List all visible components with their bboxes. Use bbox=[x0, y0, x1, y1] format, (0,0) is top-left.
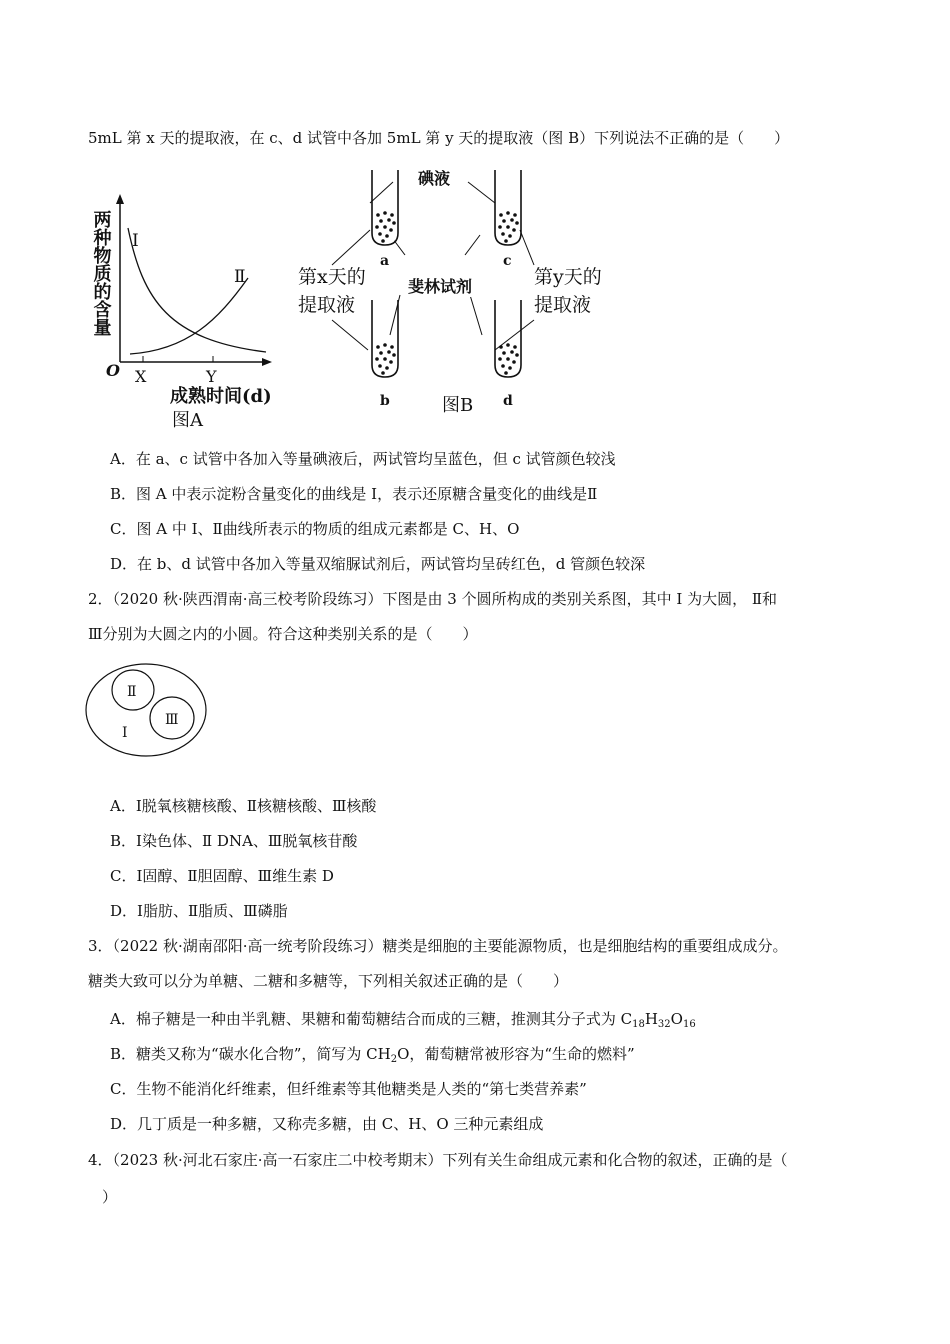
tube-a bbox=[372, 170, 398, 245]
figa-curve-2-label: Ⅱ bbox=[234, 267, 246, 287]
q2-stem-line-2: Ⅲ分别为大圆之内的小圆。符合这种类别关系的是（ ） bbox=[88, 625, 478, 643]
q4-stem-line-1: 4．（2023 秋·河北石家庄·高一石家庄二中校考期末）下列有关生命组成元素和化合物的叙述，正确的是（ bbox=[88, 1151, 788, 1169]
figa-x-label: 成熟时间(d) bbox=[170, 386, 272, 407]
figb-right-label-1: 第y天的 bbox=[534, 266, 602, 288]
figb-fehling-label: 斐林试剂 bbox=[408, 277, 473, 296]
intro-line: 5mL 第 x 天的提取液，在 c、d 试管中各加 5mL 第 y 天的提取液（图 B）下列说法不正确的是（ ） bbox=[88, 129, 790, 147]
figb-tube-d-label: d bbox=[503, 393, 513, 409]
figa-curve-1 bbox=[128, 228, 266, 352]
q2-option-b: B．Ⅰ染色体、Ⅱ DNA、Ⅲ脱氧核苷酸 bbox=[110, 832, 358, 850]
q3-option-a: A．棉子糖是一种由半乳糖、果糖和葡萄糖结合而成的三糖，推测其分子式为 $C_{18}H_{32}O_{16}$ bbox=[110, 1010, 696, 1030]
q3-stem-line-2: 糖类大致可以分为单糖、二糖和多糖等，下列相关叙述正确的是（ ） bbox=[88, 972, 569, 990]
figb-tube-b-label: b bbox=[380, 393, 390, 409]
circle-ii-label: Ⅱ bbox=[127, 684, 137, 700]
q3-stem-line-1: 3．（2022 秋·湖南邵阳·高一统考阶段练习）糖类是细胞的主要能源物质，也是细胞结构的重要组成成分。 bbox=[88, 937, 788, 955]
circle-iii-label: Ⅲ bbox=[165, 712, 179, 728]
q3-option-c: C．生物不能消化纤维素，但纤维素等其他糖类是人类的“第七类营养素” bbox=[110, 1080, 587, 1098]
q2-option-c: C．Ⅰ固醇、Ⅱ胆固醇、Ⅲ维生素 D bbox=[110, 867, 334, 885]
figb-tube-a-label: a bbox=[380, 253, 390, 269]
tube-b bbox=[372, 300, 398, 377]
figa-origin: O bbox=[106, 361, 120, 380]
figa-x-arrow bbox=[262, 358, 272, 366]
figb-tube-c-label: c bbox=[503, 253, 512, 269]
venn-diagram bbox=[82, 660, 212, 760]
q1-option-d: D．在 b、d 试管中各加入等量双缩脲试剂后，两试管均呈砖红色，d 管颜色较深 bbox=[110, 555, 646, 573]
figa-tick-y: Y bbox=[206, 367, 217, 386]
figa-y-label: 两种物质的含量 bbox=[90, 210, 112, 336]
q2-option-d: D．Ⅰ脂肪、Ⅱ脂质、Ⅲ磷脂 bbox=[110, 902, 288, 920]
figb-right-label-2: 提取液 bbox=[534, 294, 592, 316]
figa-curve-2 bbox=[130, 278, 248, 354]
figb-left-label-1: 第x天的 bbox=[298, 266, 366, 288]
q2-option-a: A．Ⅰ脱氧核糖核酸、Ⅱ核糖核酸、Ⅲ核酸 bbox=[110, 797, 377, 815]
figa-curve-1-label: I bbox=[132, 231, 139, 251]
q1-option-a: A．在 a、c 试管中各加入等量碘液后，两试管均呈蓝色，但 c 试管颜色较浅 bbox=[110, 450, 616, 468]
q1-option-c: C．图 A 中 I、Ⅱ曲线所表示的物质的组成元素都是 C、H、O bbox=[110, 520, 520, 538]
q3-option-d: D．几丁质是一种多糖，又称壳多糖，由 C、H、O 三种元素组成 bbox=[110, 1115, 544, 1133]
figb-left-label-2: 提取液 bbox=[298, 294, 356, 316]
circle-i-label: I bbox=[122, 725, 128, 741]
figa-y-arrow bbox=[116, 194, 124, 204]
q4-stem-line-2: ） bbox=[102, 1188, 118, 1206]
circle-i bbox=[86, 664, 206, 756]
figb-iodine-label: 碘液 bbox=[418, 169, 451, 188]
figa-caption: 图A bbox=[172, 410, 203, 431]
q2-stem-line-1: 2．（2020 秋·陕西渭南·高三校考阶段练习）下图是由 3 个圆所构成的类别关系图，其中 I 为大圆， Ⅱ和 bbox=[88, 590, 778, 608]
figb-caption: 图B bbox=[442, 395, 474, 415]
q1-option-b: B．图 A 中表示淀粉含量变化的曲线是 I，表示还原糖含量变化的曲线是Ⅱ bbox=[110, 485, 598, 503]
q3-option-b: B．糖类又称为“碳水化合物”，简写为 $CH_2O$，葡萄糖常被形容为“生命的燃料” bbox=[110, 1045, 635, 1065]
tube-c bbox=[495, 170, 521, 245]
figa-tick-x: X bbox=[135, 367, 147, 386]
figure-b bbox=[290, 165, 620, 415]
figure-a bbox=[88, 190, 288, 435]
tube-d bbox=[495, 300, 521, 377]
